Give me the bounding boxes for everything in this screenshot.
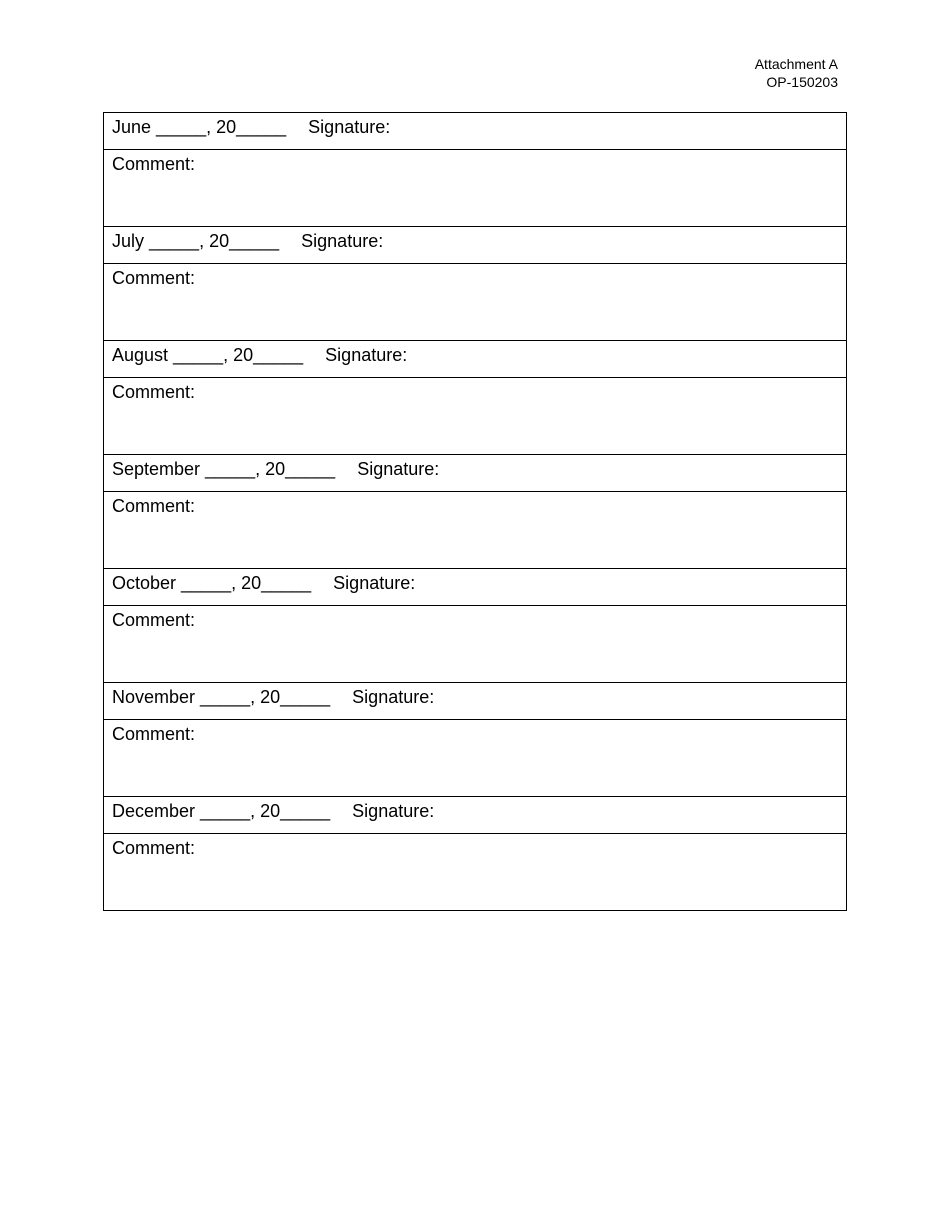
comment-row: [104, 492, 847, 569]
date-signature-cell[interactable]: [104, 683, 847, 720]
date-signature-row: [104, 455, 847, 492]
document-header: [755, 55, 838, 91]
comment-row: [104, 606, 847, 683]
monthly-signature-log-table: [103, 112, 847, 911]
date-line: June _____, 20_____: [112, 117, 287, 137]
comment-label: Comment:: [112, 268, 196, 288]
comment-label: Comment:: [112, 610, 196, 630]
comment-label: Comment:: [112, 382, 196, 402]
comment-cell[interactable]: [104, 834, 847, 911]
comment-cell[interactable]: [104, 606, 847, 683]
date-line: November _____, 20_____: [112, 687, 331, 707]
comment-cell[interactable]: [104, 492, 847, 569]
date-signature-row: [104, 797, 847, 834]
comment-row: [104, 378, 847, 455]
comment-cell[interactable]: [104, 264, 847, 341]
date-line: October _____, 20_____: [112, 573, 312, 593]
date-line: September _____, 20_____: [112, 459, 336, 479]
date-line: December _____, 20_____: [112, 801, 331, 821]
date-signature-row: [104, 683, 847, 720]
signature-label: Signature:: [325, 345, 408, 365]
date-signature-cell[interactable]: [104, 227, 847, 264]
date-signature-row: [104, 113, 847, 150]
signature-label: Signature:: [357, 459, 440, 479]
date-signature-row: [104, 227, 847, 264]
date-line: August _____, 20_____: [112, 345, 304, 365]
signature-label: Signature:: [352, 687, 435, 707]
comment-row: [104, 720, 847, 797]
date-signature-row: [104, 341, 847, 378]
date-signature-cell[interactable]: [104, 113, 847, 150]
signature-label: Signature:: [333, 573, 416, 593]
attachment-label: Attachment A: [754, 56, 838, 72]
signature-label: Signature:: [352, 801, 435, 821]
signature-label: Signature:: [301, 231, 384, 251]
comment-row: [104, 264, 847, 341]
date-signature-cell[interactable]: [104, 797, 847, 834]
comment-label: Comment:: [112, 154, 196, 174]
document-number: OP-150203: [766, 74, 838, 90]
comment-cell[interactable]: [104, 378, 847, 455]
comment-label: Comment:: [112, 724, 196, 744]
comment-label: Comment:: [112, 838, 196, 858]
date-signature-cell[interactable]: [104, 341, 847, 378]
comment-row: [104, 150, 847, 227]
signature-label: Signature:: [308, 117, 391, 137]
comment-label: Comment:: [112, 496, 196, 516]
date-line: July _____, 20_____: [112, 231, 280, 251]
date-signature-cell[interactable]: [104, 455, 847, 492]
date-signature-row: [104, 569, 847, 606]
comment-cell[interactable]: [104, 150, 847, 227]
comment-cell[interactable]: [104, 720, 847, 797]
date-signature-cell[interactable]: [104, 569, 847, 606]
comment-row: [104, 834, 847, 911]
